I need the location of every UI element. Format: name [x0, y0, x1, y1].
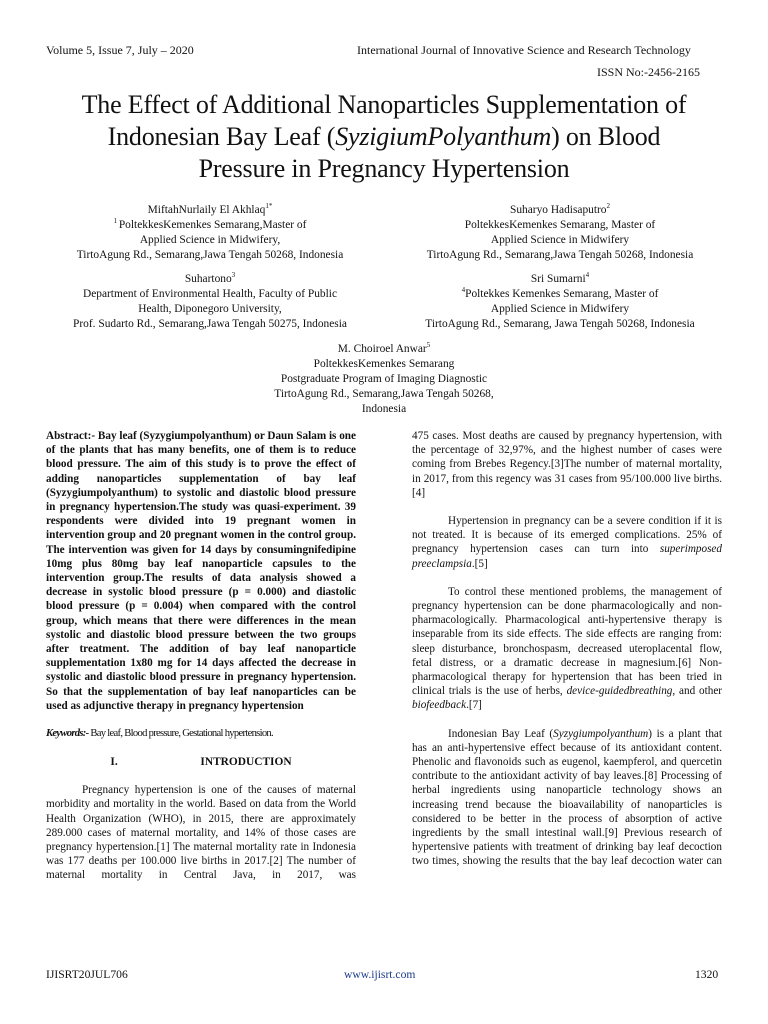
- author-block-5: [214, 342, 554, 417]
- author-affiliation: PoltekkesKemenkes Semarang, Master of: [464, 219, 656, 231]
- title-line-3: Pressure in Pregnancy Hypertension: [198, 154, 570, 183]
- author-name: M. Choiroel Anwar$^5$: [337, 341, 431, 355]
- article-id: IJISRT20JUL706: [46, 968, 128, 981]
- author-address: Prof. Sudarto Rd., Semarang,Jawa Tengah 50275, Indonesia: [73, 318, 347, 330]
- author-affiliation: Applied Science in Midwifery: [490, 234, 630, 246]
- author-affiliation: PoltekkesKemenkes Semarang: [313, 358, 455, 370]
- paragraph-hypertension-risk: Hypertension in pregnancy can be a severe condition if it is not treated. It is because of its emerged complications. 25% of pregnancy hypertension cases can turn into superimposed preeclampsia.[5]: [412, 515, 722, 570]
- intro-paragraph: Pregnancy hypertension is one of the causes of maternal morbidity and mortality in the world. Based on data from the World Health Organization (WHO), in 2015, there are approximately 289.000 cases of maternal mortality, and 14% of those cases are pregnancy hypertension.[1] The maternal mortality rate in Indonesia was 177 deaths per 100.000 live births in 2017.[2] The number of maternal mortality in Central Java, in 2017, was: [46, 784, 356, 882]
- author-name: Suharyo Hadisaputro$^2$: [510, 202, 610, 216]
- journal-url-link[interactable]: www.ijisrt.com: [344, 968, 416, 981]
- paragraph-management: To control these mentioned problems, the management of pregnancy hypertension can be done pharmacologically and non-pharmacologically. Pharmacological anti-hypertensive therapy is inseparable from its side effects. The side effects are ranging from: sleep disturbance, bronchospasm, decreased uteroplacental flow, fetal distress, or a dramatic decrease in magnesium.[6] Non-pharmacological therapy for hypertension that has been tried in clinical trials is the use of herbs, device-guidedbreathing, and other biofeedback.[7]: [412, 585, 723, 712]
- author-block-3: [40, 272, 380, 332]
- author-name: Sri Sumarni$^4$: [530, 271, 590, 285]
- issn: ISSN No:-2456-2165: [597, 65, 701, 79]
- author-affiliation: Health, Diponegoro University,: [138, 303, 282, 315]
- journal-name: International Journal of Innovative Science and Research Technology: [357, 43, 691, 57]
- author-affiliation: $^4$Poltekkes Kemenkes Semarang, Master of: [461, 286, 659, 300]
- author-affiliation: Applied Science in Midwifery,: [139, 234, 281, 246]
- title-line-1: The Effect of Additional Nanoparticles Supplementation of: [81, 90, 687, 119]
- abstract: Abstract:- Bay leaf (Syzygiumpolyanthum) or Daun Salam is one of the plants that has many benefits, one of them is to reduce blood pressure. The aim of this study is to prove the effect of adding nanoparticles supplementation of bay leaf (Syzygiumpolyanthum) to systolic and diastolic blood pressure in pregnancy hypertension.The study was quasi-experiment. 39 respondents were divided into 19 pregnant women in intervention group and 20 pregnant women in the control group. The intervention was given for 14 days by consumingnifedipine 10mg plus 80mg bay leaf nanoparticle capsules to the intervention group.The results of data analysis showed a decrease in systolic blood pressure (p = 0.000) and diastolic blood pressure (p = 0.004) when compared with the control group, which means that there were differences in the mean systolic and diastolic blood pressure between the two groups after treatment. The addition of bay leaf nanoparticle supplementation 1x80 mg for 14 days affected the decrease in systolic and diastolic blood pressure in pregnancy hypertension. So that the supplementation of bay leaf nanoparticles can be used as adjunctive therapy in pregnancy hypertension: [46, 430, 356, 712]
- author-name: MiftahNurlaily El Akhlaq$^{1*}$: [147, 202, 273, 216]
- author-block-2: [390, 203, 730, 263]
- left-column: [46, 429, 356, 883]
- title-line-2: Indonesian Bay Leaf (SyzigiumPolyanthum) on Blood: [107, 122, 661, 151]
- author-address: TirtoAgung Rd., Semarang,Jawa Tengah 50268, Indonesia: [76, 249, 344, 261]
- author-block-4: [390, 272, 730, 332]
- section-heading: I. INTRODUCTION: [110, 756, 292, 769]
- keywords: Keywords:- Bay leaf, Blood pressure, Gestational hypertension.: [46, 728, 273, 740]
- author-affiliation: $^1$ PoltekkesKemenkes Semarang,Master of: [113, 217, 307, 231]
- author-name: Suhartono$^3$: [184, 271, 236, 285]
- author-address: TirtoAgung Rd., Semarang, Jawa Tengah 50268, Indonesia: [425, 318, 695, 330]
- author-address: TirtoAgung Rd., Semarang,Jawa Tengah 50268,: [274, 388, 494, 400]
- page-number: 1320: [695, 968, 719, 981]
- paragraph-bay-leaf: Indonesian Bay Leaf (Syzygiumpolyanthum) is a plant that has an anti-hypertensive effect because of its antioxidant content. Phenolic and flavonoids such as eugenol, kaempferol, and quercetin contribute to the antioxidant activity of bay leaves.[8] Processing of herbal ingredients using nanoparticle technology shows an increasing trend because the bioavailability of nanoparticles is considered to be better in the process of absorption of active ingredients by the small intestinal wall.[9] Previous research of hypertensive patients with treatment of drinking bay leaf decoction two times, showing the results that the bay leaf decoction water can: [412, 727, 722, 868]
- volume-issue: Volume 5, Issue 7, July – 2020: [46, 43, 194, 57]
- paper-title: [40, 89, 728, 185]
- author-affiliation: Department of Environmental Health, Faculty of Public: [82, 288, 337, 300]
- author-affiliation: Postgraduate Program of Imaging Diagnostic: [280, 373, 488, 385]
- author-affiliation: Applied Science in Midwifery: [490, 303, 630, 315]
- author-address: Indonesia: [361, 403, 407, 415]
- author-address: TirtoAgung Rd., Semarang,Jawa Tengah 50268, Indonesia: [426, 249, 694, 261]
- right-column: [412, 429, 722, 869]
- paragraph-maternal-deaths: 475 cases. Most deaths are caused by pregnancy hypertension, with the percentage of 32,97%, and the highest number of cases were coming from Brebes Regency.[3]The number of maternal mortality, in 2017, from this regency was 31 cases from 95/100.000 live births.[4]: [412, 430, 722, 499]
- author-block-1: [40, 203, 380, 263]
